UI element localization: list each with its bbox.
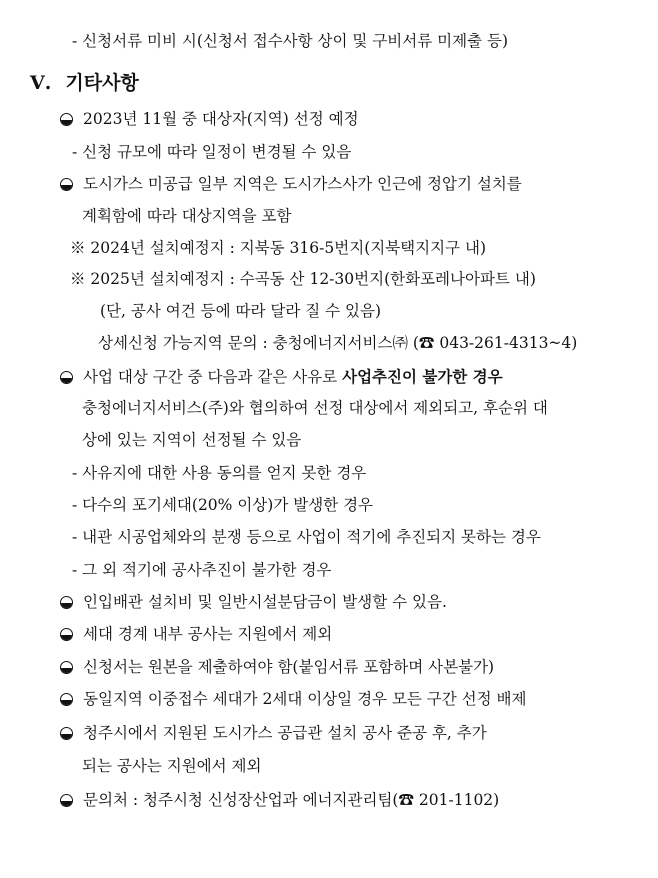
bullet-text: 인입배관 설치비 및 일반시설분담금이 발생할 수 있음.	[83, 593, 447, 611]
condition-incomplete-docs: - 신청서류 미비 시(신청서 접수사항 상이 및 구비서류 미제출 등)	[72, 32, 509, 50]
inquiry-contact: 상세신청 가능지역 문의 : 충청에너지서비스㈜ (☎ 043-261-4313~4)	[98, 334, 578, 352]
half-circle-bullet-icon	[60, 794, 73, 807]
bullet-item	[60, 789, 499, 811]
bullet-text: 문의처 : 청주시청 신성장산업과 에너지관리팀(☎ 201-1102)	[83, 791, 500, 809]
bullet-item	[60, 623, 332, 645]
note-item: ※ 2024년 설치예정지 : 지북동 316-5번지(지북택지지구 내)	[70, 239, 487, 257]
half-circle-bullet-icon	[60, 178, 73, 191]
half-circle-bullet-icon	[60, 628, 73, 641]
bullet-continuation: 계획함에 따라 대상지역을 포함	[82, 207, 292, 225]
section-heading	[30, 72, 139, 94]
half-circle-bullet-icon	[60, 661, 73, 674]
half-circle-bullet-icon	[60, 596, 73, 609]
bullet-item	[60, 173, 522, 195]
sub-item: - 신청 규모에 따라 일정이 변경될 수 있음	[72, 143, 352, 161]
sub-item: - 내관 시공업체와의 분쟁 등으로 사업이 적기에 추진되지 못하는 경우	[72, 528, 541, 546]
bullet-text: 2023년 11월 중 대상자(지역) 선정 예정	[83, 110, 359, 128]
bullet-item	[60, 656, 494, 678]
bullet-item	[60, 688, 527, 710]
bullet-continuation: 충청에너지서비스(주)와 협의하여 선정 대상에서 제외되고, 후순위 대	[82, 399, 548, 417]
bullet-item	[60, 366, 503, 388]
half-circle-bullet-icon	[60, 371, 73, 384]
bullet-text: 도시가스 미공급 일부 지역은 도시가스사가 인근에 정압기 설치를	[83, 175, 522, 193]
note-item: ※ 2025년 설치예정지 : 수곡동 산 12-30번지(한화포레나아파트 내)	[70, 270, 536, 288]
sub-item: - 그 외 적기에 공사추진이 불가한 경우	[72, 561, 332, 579]
bullet-text: 신청서는 원본을 제출하여야 함(붙임서류 포함하며 사본불가)	[83, 658, 495, 676]
bullet-text: 사업 대상 구간 중 다음과 같은 사유로	[83, 368, 343, 386]
bullet-text: 세대 경계 내부 공사는 지원에서 제외	[83, 625, 333, 643]
section-title: 기타사항	[65, 72, 139, 94]
bullet-text: 청주시에서 지원된 도시가스 공급관 설치 공사 준공 후, 추가	[83, 724, 487, 742]
half-circle-bullet-icon	[60, 113, 73, 126]
section-number: Ⅴ.	[30, 72, 52, 94]
bullet-text: 동일지역 이중접수 세대가 2세대 이상일 경우 모든 구간 선정 배제	[83, 690, 527, 708]
bullet-item	[60, 722, 487, 744]
bullet-continuation: 되는 공사는 지원에서 제외	[82, 757, 262, 775]
half-circle-bullet-icon	[60, 727, 73, 740]
bullet-item	[60, 108, 359, 130]
bullet-continuation: 상에 있는 지역이 선정될 수 있음	[82, 431, 302, 449]
sub-item: - 사유지에 대한 사용 동의를 얻지 못한 경우	[72, 464, 367, 482]
emphasis-text: 사업추진이 불가한 경우	[342, 367, 503, 386]
half-circle-bullet-icon	[60, 693, 73, 706]
note-remark: (단, 공사 여건 등에 따라 달라 질 수 있음)	[100, 302, 382, 320]
sub-item: - 다수의 포기세대(20% 이상)가 발생한 경우	[72, 496, 374, 514]
bullet-item	[60, 591, 447, 613]
